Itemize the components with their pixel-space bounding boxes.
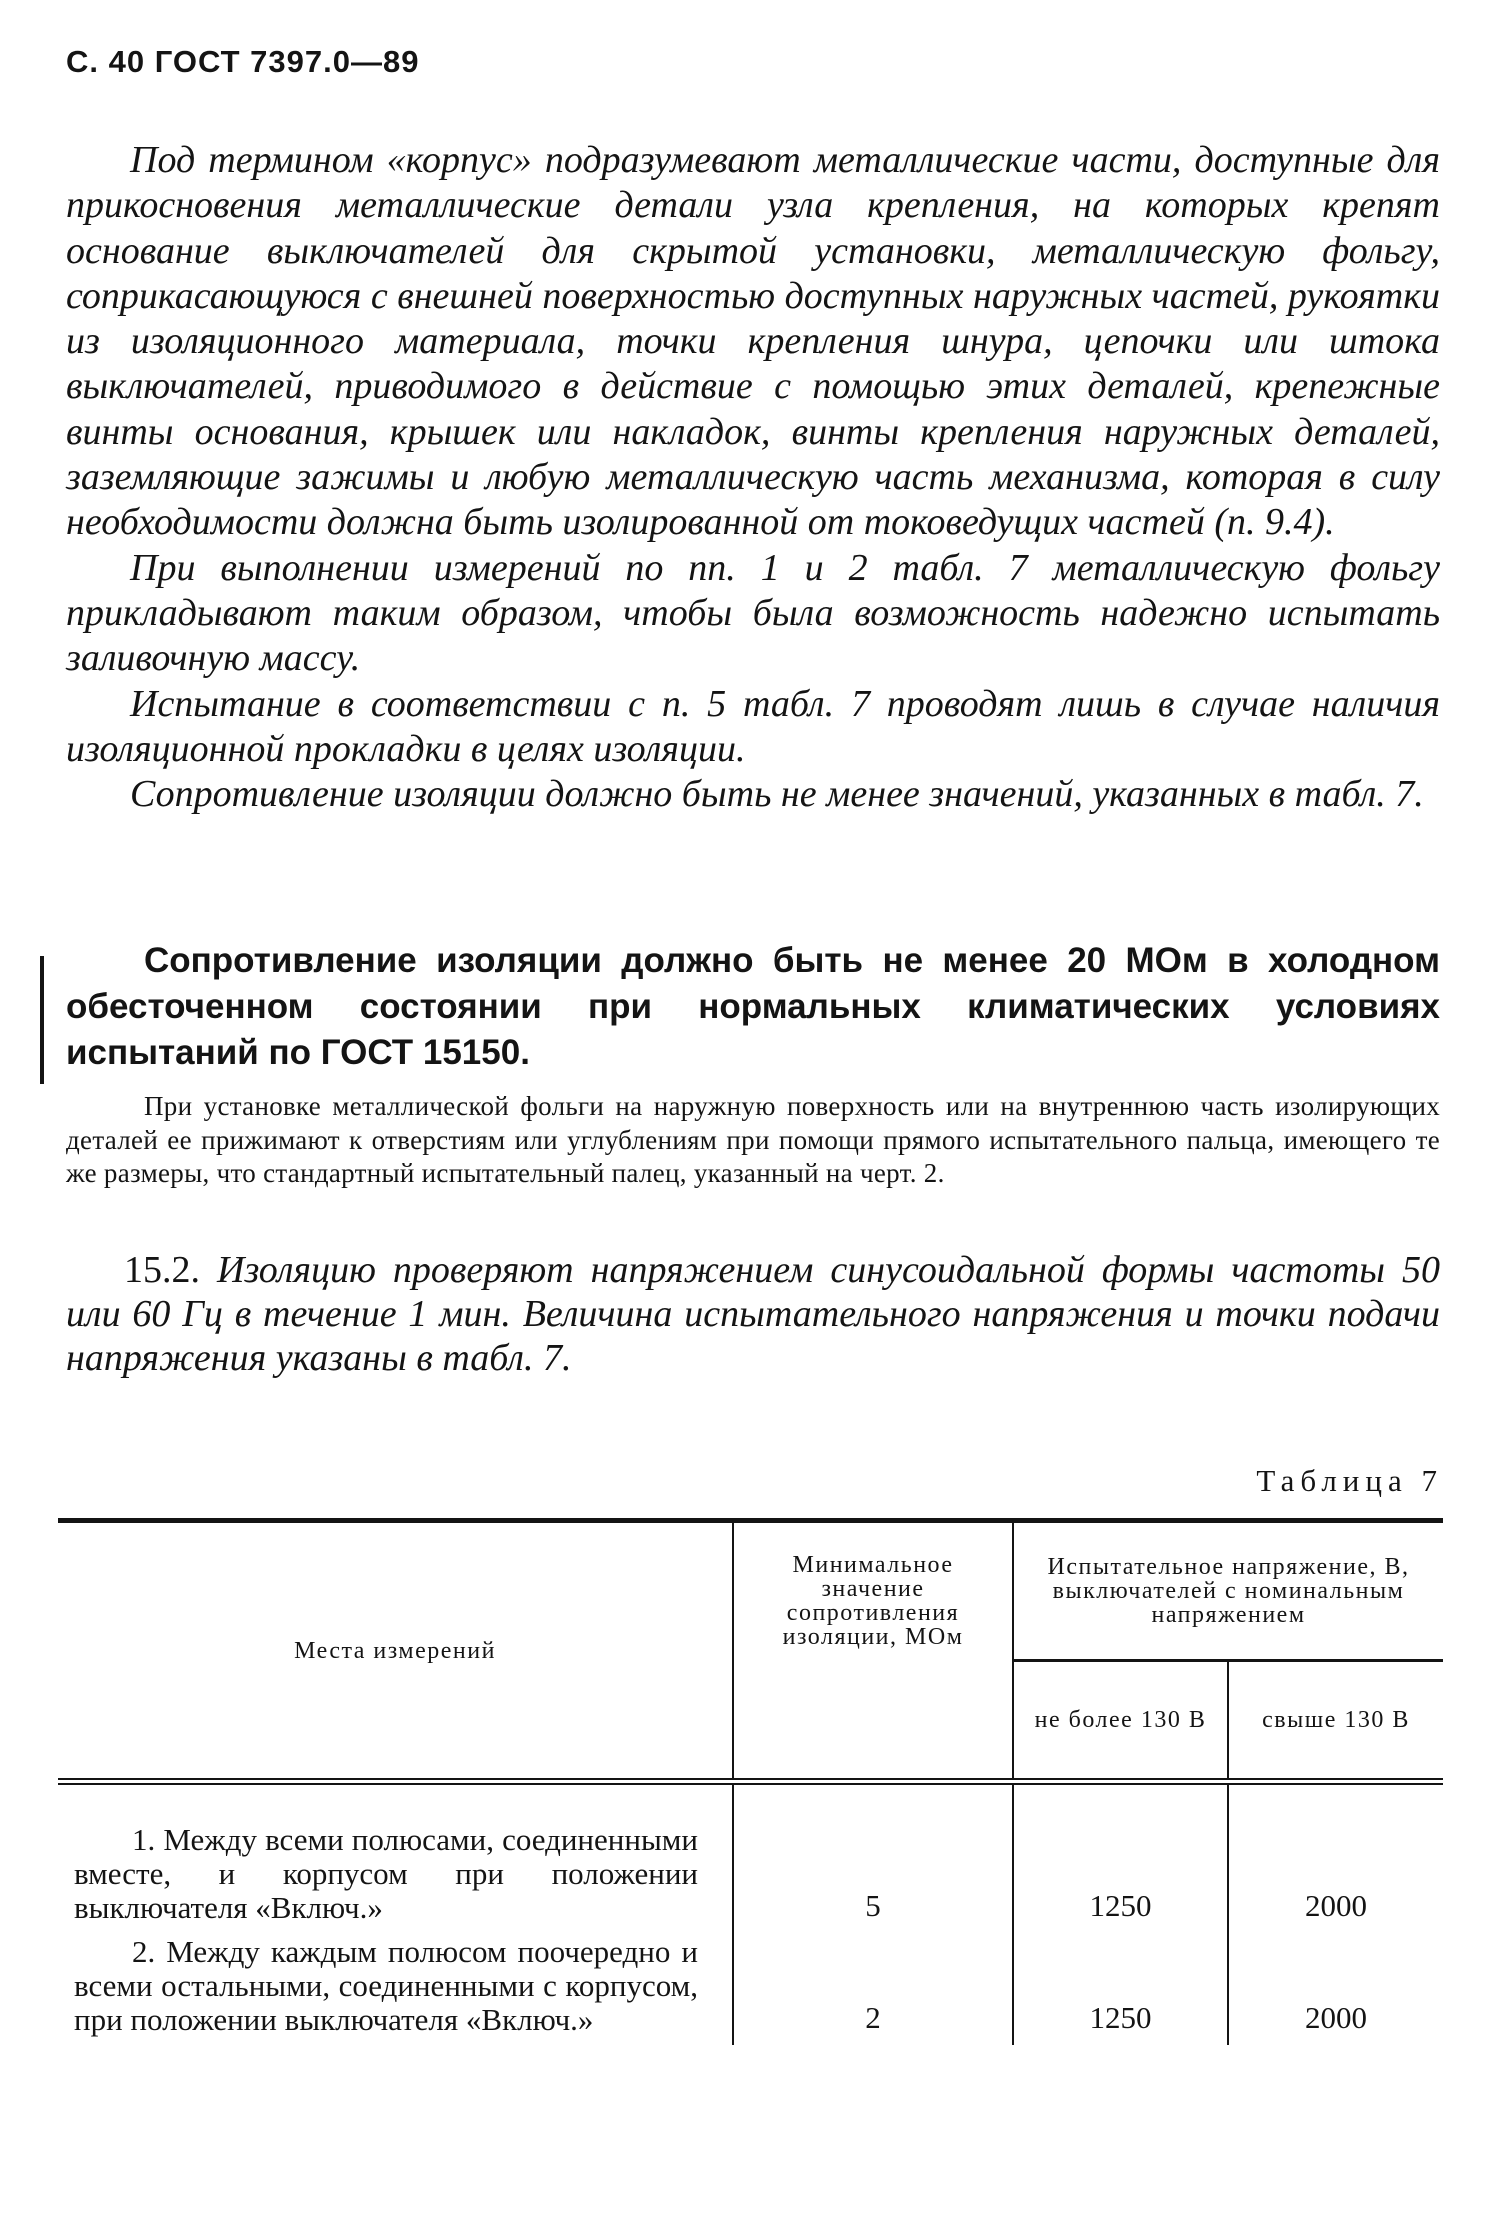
table-container	[58, 1518, 1443, 2045]
cell-place-text: 1. Между всеми полюсами, соединенными вместе, и корпусом при положении выключателя «Включ.»	[74, 1822, 698, 1925]
change-marker-bar	[40, 956, 44, 1084]
cell-min-resistance: 2	[733, 1933, 1013, 2045]
table-caption: Таблица 7	[1256, 1463, 1443, 1498]
clause-paragraph	[66, 1248, 1440, 1380]
clause-text: Изоляцию проверяют напряжением синусоидальной формы частоты 50 или 60 Гц в течение 1 мин. Величина испытательного напряжения и точки подачи напряжения указаны в табл. 7.	[66, 1249, 1441, 1379]
header-test-voltage: Испытательное напряжение, В, выключателей с номинальным напряжением	[1013, 1521, 1443, 1661]
paragraph-foil-measurement: При выполнении измерений по пп. 1 и 2 табл. 7 металлическую фольгу прикладывают таким образом, чтобы была возможность надежно испытать заливочную массу.	[66, 546, 1440, 680]
paragraph-resistance-requirement: Сопротивление изоляции должно быть не менее значений, указанных в табл. 7.	[130, 773, 1424, 816]
header-above-130: свыше 130 В	[1262, 1707, 1410, 1733]
table-row	[58, 1782, 1443, 1934]
table-header-row	[58, 1521, 1443, 1661]
table-row	[58, 1933, 1443, 2045]
cell-min-resistance: 5	[733, 1782, 1013, 1934]
paragraph-test-item-5: Испытание в соответствии с п. 5 табл. 7 проводят лишь в случае наличия изоляционной прокладки в целях изоляции.	[66, 682, 1440, 770]
header-up-to-130: не более 130 В	[1013, 1661, 1228, 1782]
table-7	[58, 1518, 1443, 2045]
cell-voltage-up-to-130: 1250	[1013, 1782, 1228, 1934]
cell-place	[58, 1782, 733, 1934]
cell-place-text: 2. Между каждым полюсом поочередно и всеми остальными, соединенными с корпусом, при положении выключателя «Включ.»	[74, 1934, 698, 2037]
page-header: С. 40 ГОСТ 7397.0—89	[66, 44, 420, 79]
header-min-resistance: Минимальное значение сопротивления изоляции, МОм	[733, 1521, 1013, 1782]
note-block	[66, 1090, 1440, 1191]
cell-place	[58, 1933, 733, 2045]
clause-block	[66, 1248, 1440, 1380]
header-places: Места измерений	[58, 1521, 733, 1782]
cell-voltage-above-130: 2000	[1305, 2000, 1367, 2035]
amendment-block	[66, 938, 1440, 1076]
paragraph-corpus-definition: Под термином «корпус» подразумевают металлические части, доступные для прикосновения металлические детали узла крепления, на которых крепят основание выключателей для скрытой установки, металлическую фольгу, соприкасающуюся с внешней поверхностью доступных наружных частей, рукоятки из изоляционного материала, точки крепления шнура, цепочки или штока выключателей, приводимого в действие с помощью этих деталей, крепежные винты основания, крышек или накладок, винты крепления наружных деталей, заземляющие зажимы и любую металлическую часть механизма, которая в силу необходимости должна быть изолированной от токоведущих частей (п. 9.4).	[66, 139, 1440, 544]
italic-text-block	[66, 138, 1440, 817]
note-paragraph: При установке металлической фольги на наружную поверхность или на внутреннюю часть изолирующих деталей ее прижимают к отверстиям или углублениям при помощи прямого испытательного пальца, имеющего те же размеры, что стандартный испытательный палец, указанный на черт. 2.	[66, 1091, 1440, 1188]
cell-voltage-above-130: 2000	[1228, 1782, 1443, 1934]
clause-number: 15.2.	[124, 1249, 200, 1291]
cell-voltage-up-to-130: 1250	[1013, 1933, 1228, 2045]
amendment-paragraph: Сопротивление изоляции должно быть не менее 20 МОм в холодном обесточенном состоянии при нормальных климатических условиях испытаний по ГОСТ 15150.	[66, 941, 1440, 1072]
